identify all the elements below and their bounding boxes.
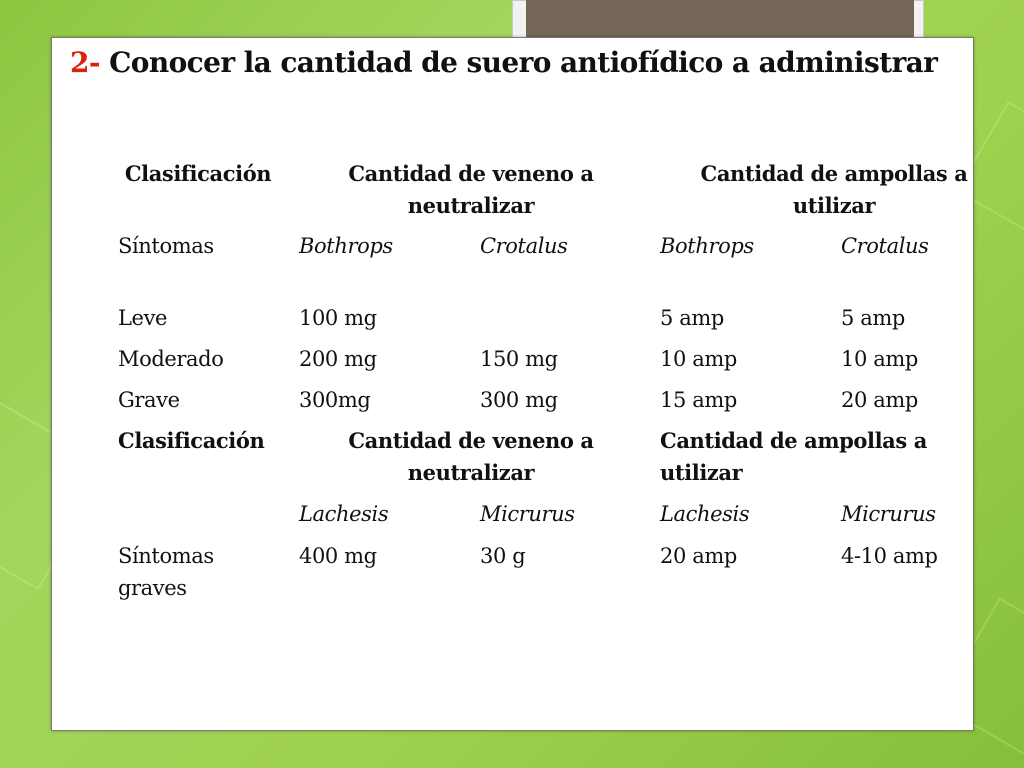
table1-row1-classification: Leve xyxy=(118,306,168,330)
table2-header-classification: Clasificación xyxy=(118,428,265,453)
table1-row2-classification: Moderado xyxy=(118,347,224,371)
table1-row3-ampoule-1: 15 amp xyxy=(660,388,737,412)
table2-header-venom-amount: Cantidad de veneno a neutralizar xyxy=(348,428,594,485)
table1-row2-ampoule-2: 10 amp xyxy=(841,347,918,371)
table1-row2-venom-1: 200 mg xyxy=(299,347,377,371)
table1-row1-venom-1: 100 mg xyxy=(299,306,377,330)
table2-subheader-venom-species-1: Lachesis xyxy=(299,502,389,526)
table1-row3-classification: Grave xyxy=(118,388,180,412)
table1-subheader-venom-species-2: Crotalus xyxy=(480,234,568,258)
table2-row1-ampoule-2: 4-10 amp xyxy=(841,544,938,568)
table2-header-ampoule-amount: Cantidad de ampollas a utilizar xyxy=(660,428,927,485)
table1-row2-venom-2: 150 mg xyxy=(480,347,558,371)
slide-title-number: 2- xyxy=(70,46,100,79)
table2-row1-ampoule-1: 20 amp xyxy=(660,544,737,568)
table1-row3-venom-1: 300mg xyxy=(299,388,371,412)
table1-subheader-venom-species-1: Bothrops xyxy=(299,234,393,258)
table1-row3-ampoule-2: 20 amp xyxy=(841,388,918,412)
table2-subheader-venom-species-2: Micrurus xyxy=(480,502,575,526)
table1-header-ampoule-amount: Cantidad de ampollas a utilizar xyxy=(700,161,968,218)
table1-row3-venom-2: 300 mg xyxy=(480,388,558,412)
table2-subheader-ampoule-species-2: Micrurus xyxy=(841,502,936,526)
table1-subheader-ampoule-species-2: Crotalus xyxy=(841,234,929,258)
slide-title xyxy=(70,46,1010,79)
table1-header-classification: Clasificación xyxy=(124,161,272,186)
table1-row1-ampoule-2: 5 amp xyxy=(841,306,905,330)
table1-subheader-symptoms: Síntomas xyxy=(118,234,214,258)
table2-row1-venom-1: 400 mg xyxy=(299,544,377,568)
table1-row2-ampoule-1: 10 amp xyxy=(660,347,737,371)
table1-subheader-ampoule-species-1: Bothrops xyxy=(660,234,754,258)
table1-row1-ampoule-1: 5 amp xyxy=(660,306,724,330)
table2-subheader-ampoule-species-1: Lachesis xyxy=(660,502,750,526)
slide-title-text: Conocer la cantidad de suero antiofídico a administrar xyxy=(109,46,938,79)
table2-row1-classification: Síntomas graves xyxy=(118,544,214,600)
table2-row1-venom-2: 30 g xyxy=(480,544,526,568)
table1-header-venom-amount: Cantidad de veneno a neutralizar xyxy=(348,161,594,218)
